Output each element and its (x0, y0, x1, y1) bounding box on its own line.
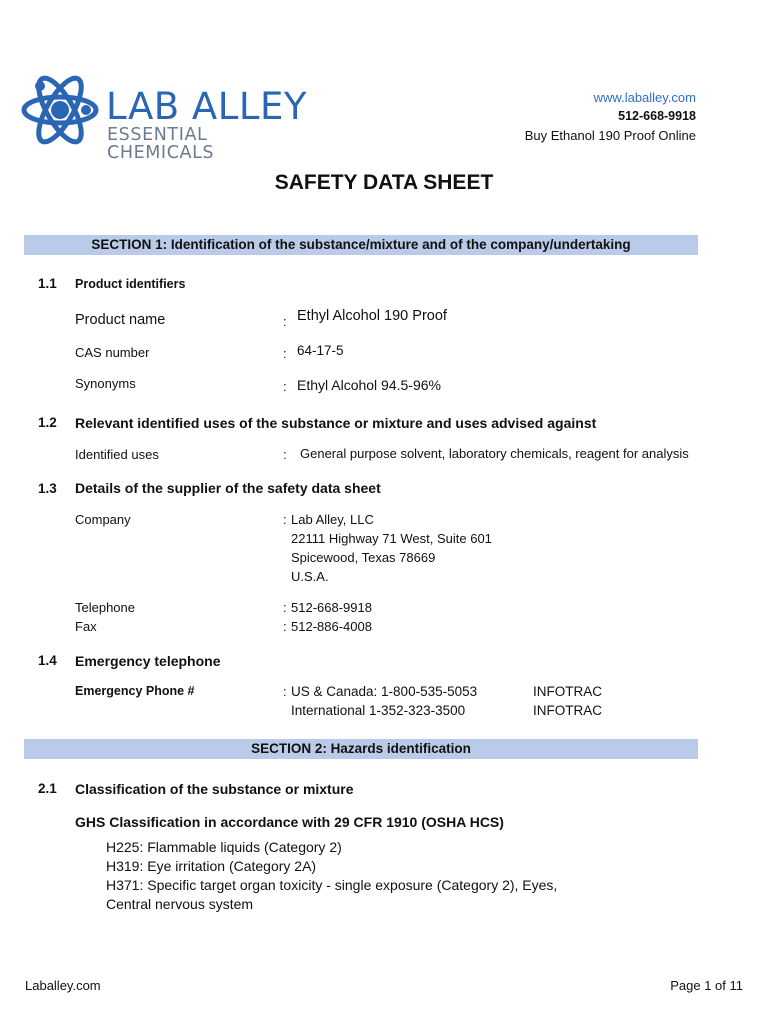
section-number: 1.1 (38, 276, 57, 291)
emergency-provider: INFOTRAC (533, 703, 602, 718)
colon: : (283, 447, 287, 462)
hazard-statement: Central nervous system (106, 896, 254, 912)
fax-value: 512-886-4008 (291, 619, 372, 634)
company-logo[interactable] (20, 70, 320, 163)
identified-uses-value: General purpose solvent, laboratory chemicals, reagent for analysis (300, 446, 689, 461)
field-label: Synonyms (75, 376, 136, 391)
emergency-us-phone: US & Canada: 1-800-535-5053 (291, 684, 478, 699)
company-line: 22111 Highway 71 West, Suite 601 (291, 531, 492, 546)
product-name-value: Ethyl Alcohol 190 Proof (297, 308, 447, 324)
section-1-heading: SECTION 1: Identification of the substance/mixture and of the company/undertaking (24, 235, 698, 255)
section-number: 1.2 (38, 415, 57, 430)
telephone-value: 512-668-9918 (291, 600, 372, 615)
section-2-heading: SECTION 2: Hazards identification (24, 739, 698, 759)
hazard-statement: H225: Flammable liquids (Category 2) (106, 839, 342, 855)
field-label: Identified uses (75, 447, 159, 462)
ghs-classification-title: GHS Classification in accordance with 29 CFR 1910 (OSHA HCS) (75, 814, 504, 830)
subsection-title: Product identifiers (75, 277, 186, 291)
header-tagline: Buy Ethanol 190 Proof Online (524, 128, 696, 143)
logo-wordmark: LAB ALLEY (106, 85, 307, 128)
hazard-statement: H371: Specific target organ toxicity - single exposure (Category 2), Eyes, (106, 877, 558, 893)
field-label: Telephone (75, 600, 135, 615)
colon: : (283, 346, 287, 361)
subsection-title: Classification of the substance or mixture (75, 781, 354, 797)
atom-icon (20, 70, 100, 150)
colon: : (283, 600, 287, 615)
company-line: Lab Alley, LLC (291, 512, 374, 527)
field-label: Product name (75, 312, 166, 328)
colon: : (283, 379, 287, 394)
colon: : (283, 512, 287, 527)
colon: : (283, 619, 287, 634)
emergency-provider: INFOTRAC (533, 684, 602, 699)
emergency-intl-phone: International 1-352-323-3500 (291, 703, 466, 718)
footer-site[interactable]: Laballey.com (25, 978, 101, 993)
company-line: Spicewood, Texas 78669 (291, 550, 436, 565)
hazard-statement: H319: Eye irritation (Category 2A) (106, 858, 317, 874)
header-phone: 512-668-9918 (618, 109, 696, 123)
website-link[interactable]: www.laballey.com (593, 90, 696, 105)
colon: : (283, 684, 287, 699)
colon: : (283, 314, 287, 329)
synonyms-value: Ethyl Alcohol 94.5-96% (297, 377, 441, 393)
field-label: Emergency Phone # (75, 684, 195, 698)
page-title: SAFETY DATA SHEET (274, 171, 494, 194)
subsection-title: Emergency telephone (75, 653, 221, 669)
page-number: Page 1 of 11 (670, 978, 743, 993)
section-number: 1.4 (38, 653, 57, 668)
cas-value: 64-17-5 (297, 343, 344, 358)
section-number: 1.3 (38, 481, 57, 496)
logo-tagline: ESSENTIAL CHEMICALS (107, 125, 215, 163)
field-label: Company (75, 512, 131, 527)
section-number: 2.1 (38, 781, 57, 796)
field-label: Fax (75, 619, 97, 634)
subsection-title: Relevant identified uses of the substance or mixture and uses advised against (75, 415, 597, 431)
field-label: CAS number (75, 345, 150, 360)
subsection-title: Details of the supplier of the safety data sheet (75, 480, 381, 496)
company-line: U.S.A. (291, 569, 329, 584)
